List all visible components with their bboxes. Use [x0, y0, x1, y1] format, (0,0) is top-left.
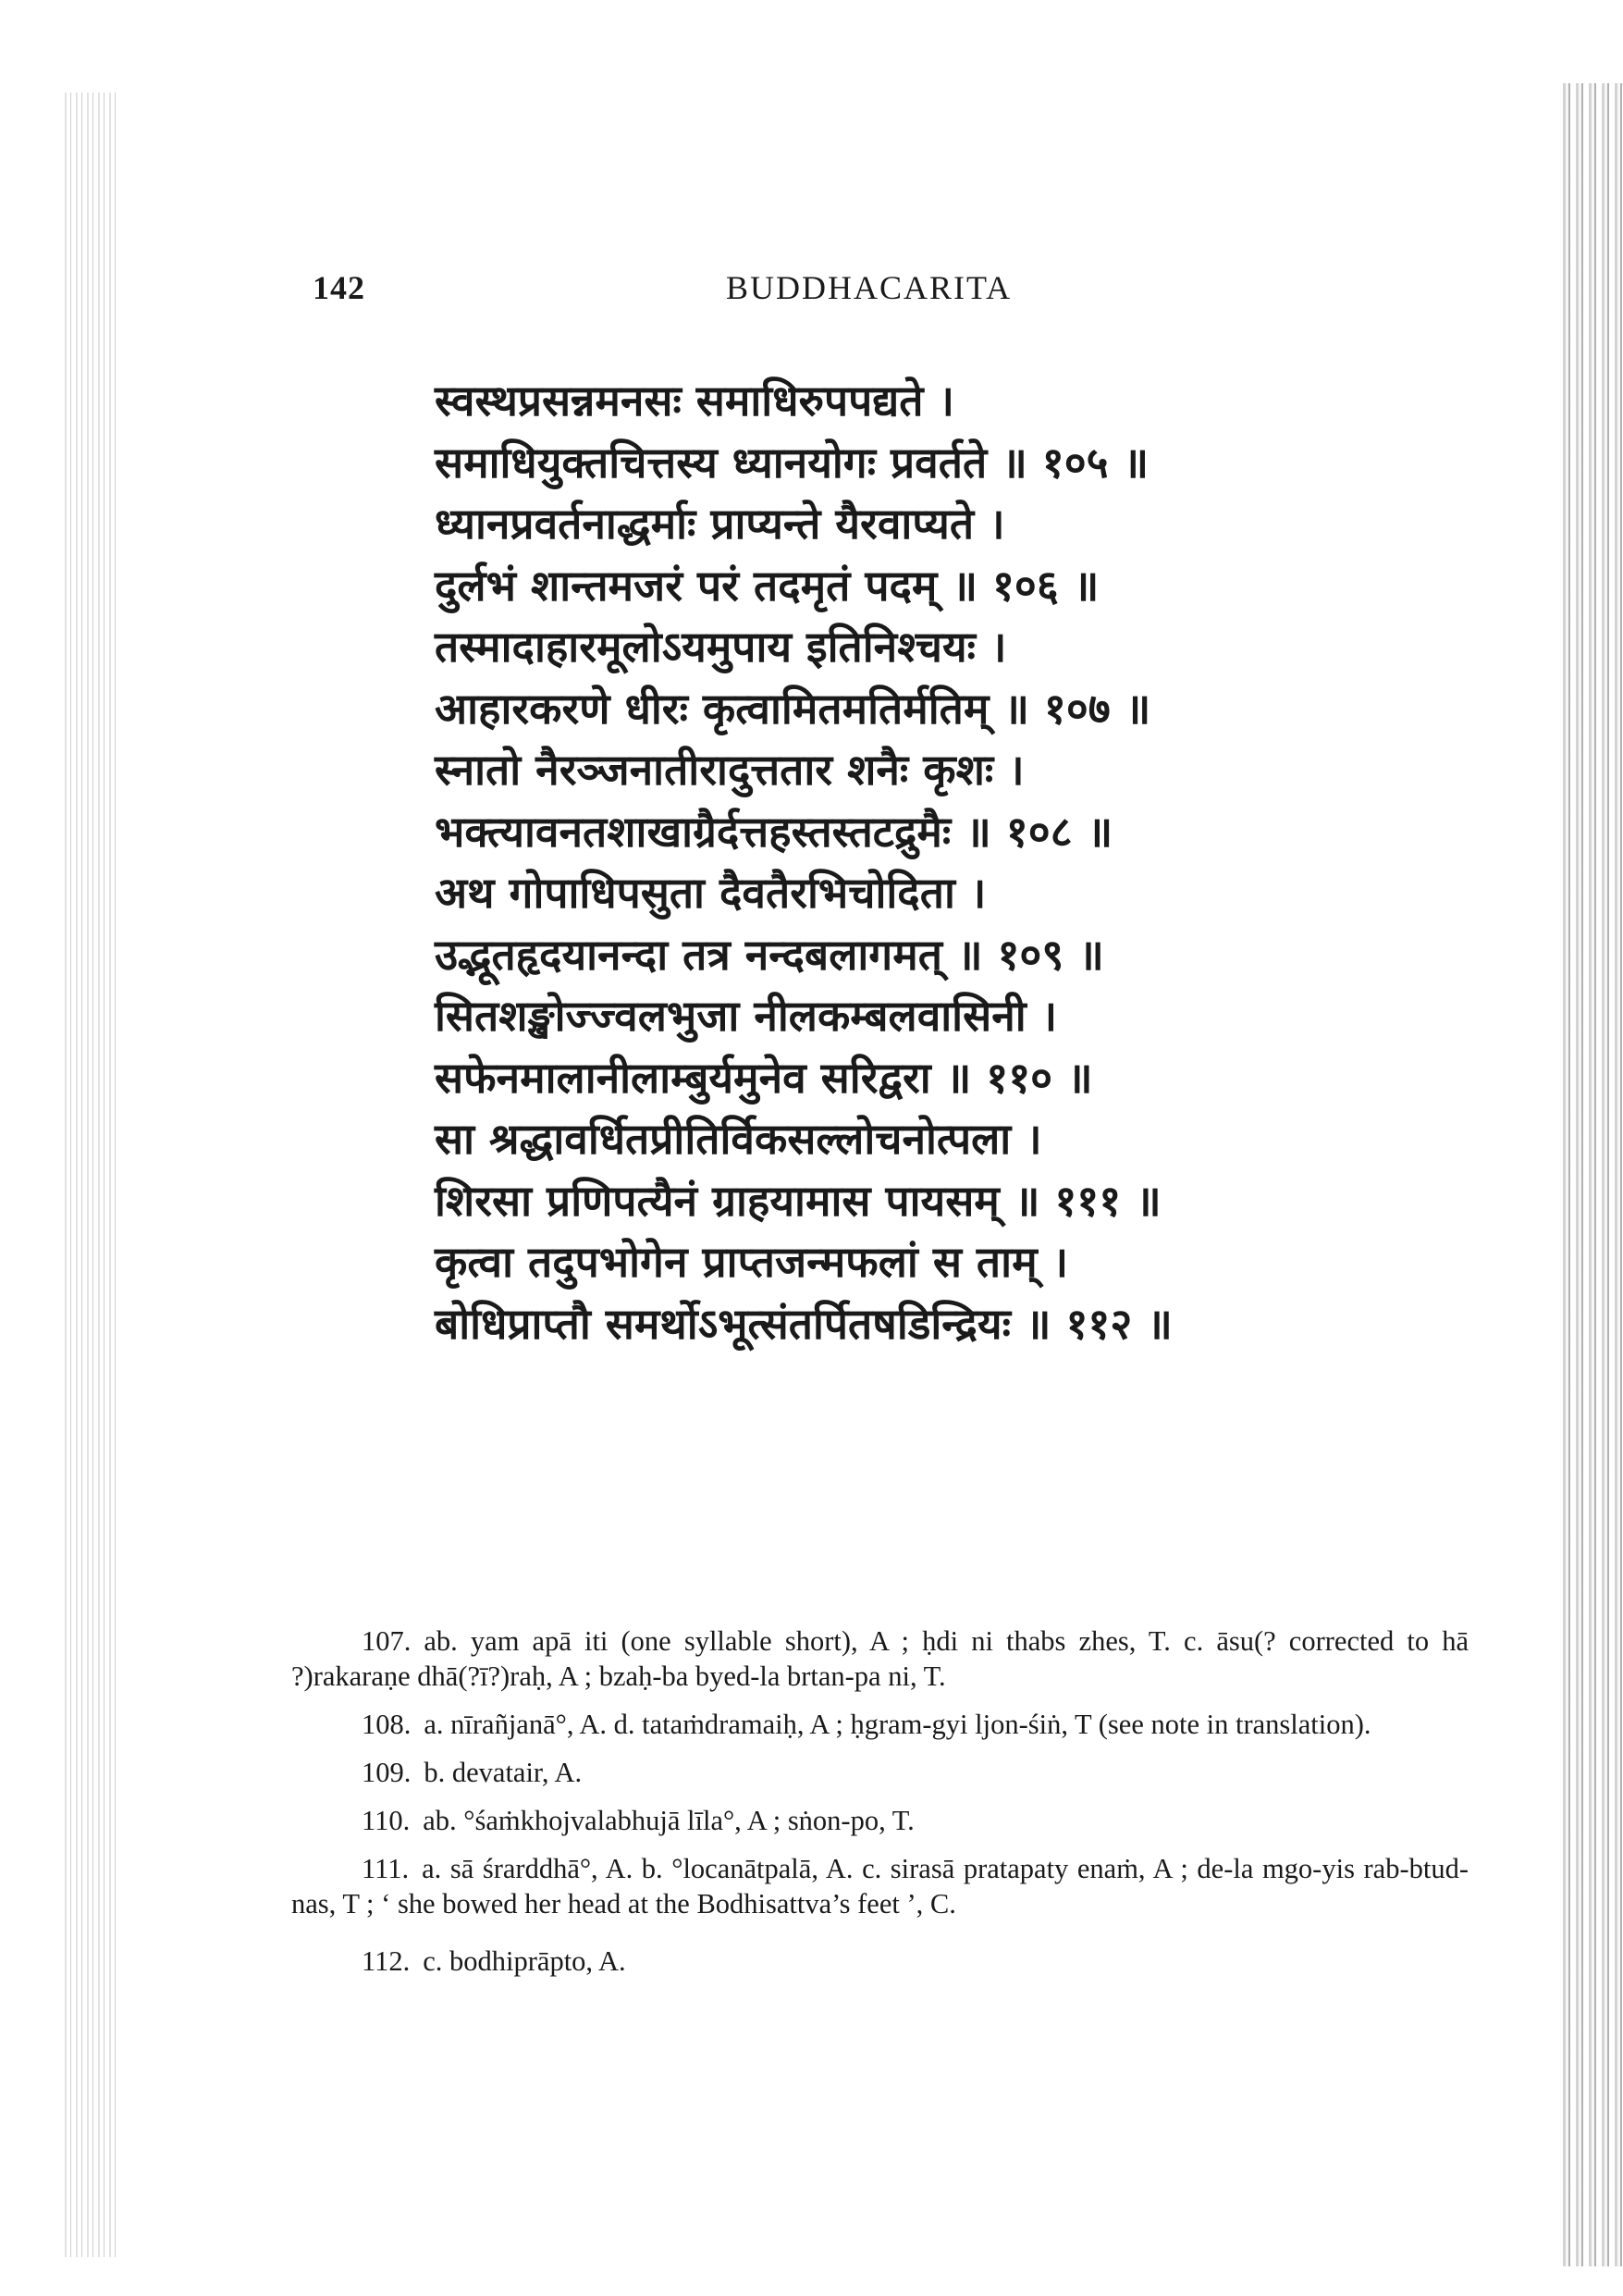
footnote-number: 110.	[362, 1805, 411, 1836]
verse-line: बोधिप्राप्तौ समर्थोऽभूत्संतर्पितषडिन्द्रियः ॥ ११२ ॥	[435, 1298, 1173, 1349]
verse-line: तस्मादाहारमूलोऽयमुपाय इतिनिश्चयः ।	[435, 622, 1007, 672]
footnote	[291, 1707, 1469, 1742]
sanskrit-verses	[435, 370, 1498, 1354]
footnote	[291, 1755, 1469, 1790]
footnote-text: ab. °śaṁkhojvalabhujā līla°, A ; sṅon-po, T.	[423, 1805, 915, 1836]
footnote	[291, 1623, 1469, 1694]
footnote-number: 109.	[362, 1757, 412, 1788]
page-edge-right	[1563, 83, 1623, 2266]
verse-line: शिरसा प्रणिपत्यैनं ग्राहयामास पायसम् ॥ १११ ॥	[435, 1175, 1162, 1226]
verse-line: दुर्लभं शान्तमजरं परं तदमृतं पदम् ॥ १०६ ॥	[435, 560, 1100, 611]
footnote-text: ab. yam apā iti (one syllable short), A ; ḥdi ni thabs zhes, T. c. āsu(? corrected to hā ?)rakaraṇe dhā(?ī?)raḥ, A ; bzaḥ-ba byed-la brtan-pa ni, T.	[291, 1625, 1469, 1692]
footnote-text: b. devatair, A.	[424, 1757, 583, 1788]
verse-line: स्वस्थप्रसन्नमनसः समाधिरुपपद्यते ।	[435, 376, 954, 426]
footnote	[291, 1944, 1469, 1979]
verse-line: भक्त्यावनतशाखाग्रैर्दत्तहस्तस्तटद्रुमैः ॥ १०८ ॥	[435, 806, 1113, 857]
book-title: BUDDHACARITA	[726, 269, 1013, 306]
verse-line: उद्भूतहृदयानन्दा तत्र नन्दबलागमत् ॥ १०९ ॥	[435, 929, 1104, 980]
verse-line: स्नातो नैरञ्जनातीरादुत्ततार शनैः कृशः ।	[435, 745, 1025, 795]
running-head	[313, 268, 1108, 324]
footnote-text: a. sā śrarddhā°, A. b. °locanātpalā, A. c. sirasā pratapaty enaṁ, A ; de-la mgo-yis rab-btud-nas, T ; ‘ she bowed her head at the Bodhisattva’s feet ’, C.	[291, 1853, 1469, 1920]
verse-line: ध्यानप्रवर्तनाद्धर्माः प्राप्यन्ते यैरवाप्यते ।	[435, 499, 1005, 549]
footnote	[291, 1851, 1469, 1921]
footnote-number: 112.	[362, 1945, 411, 1977]
verse-line: अथ गोपाधिपसुता दैवतैरभिचोदिता ।	[435, 868, 987, 918]
verse-line: समाधियुक्तचित्तस्य ध्यानयोगः प्रवर्तते ॥ १०५ ॥	[435, 437, 1150, 488]
footnote-number: 111.	[362, 1853, 410, 1884]
footnote-text: a. nīrañjanā°, A. d. tataṁdramaiḥ, A ; ḥgram-gyi ljon-śiṅ, T (see note in translation).	[424, 1709, 1371, 1740]
page-number: 142	[313, 269, 365, 306]
footnotes	[291, 1623, 1469, 1979]
footnote	[291, 1803, 1469, 1838]
page-edge-left	[65, 93, 120, 2257]
footnote-text: c. bodhiprāpto, A.	[423, 1945, 626, 1977]
verse-line: सफेनमालानीलाम्बुर्यमुनेव सरिद्वरा ॥ ११० ॥	[435, 1052, 1093, 1103]
footnote-number: 107.	[362, 1625, 412, 1657]
verse-line: कृत्वा तदुपभोगेन प्राप्तजन्मफलां स ताम् ।	[435, 1237, 1069, 1287]
verse-line: सा श्रद्धावर्धितप्रीतिर्विकसल्लोचनोत्पला ।	[435, 1114, 1042, 1164]
verse-line: सितशङ्खोज्ज्वलभुजा नीलकम्बलवासिनी ।	[435, 991, 1058, 1041]
footnote-number: 108.	[362, 1709, 412, 1740]
verse-line: आहारकरणे धीरः कृत्वामितमतिर्मतिम् ॥ १०७ ॥	[435, 683, 1151, 734]
